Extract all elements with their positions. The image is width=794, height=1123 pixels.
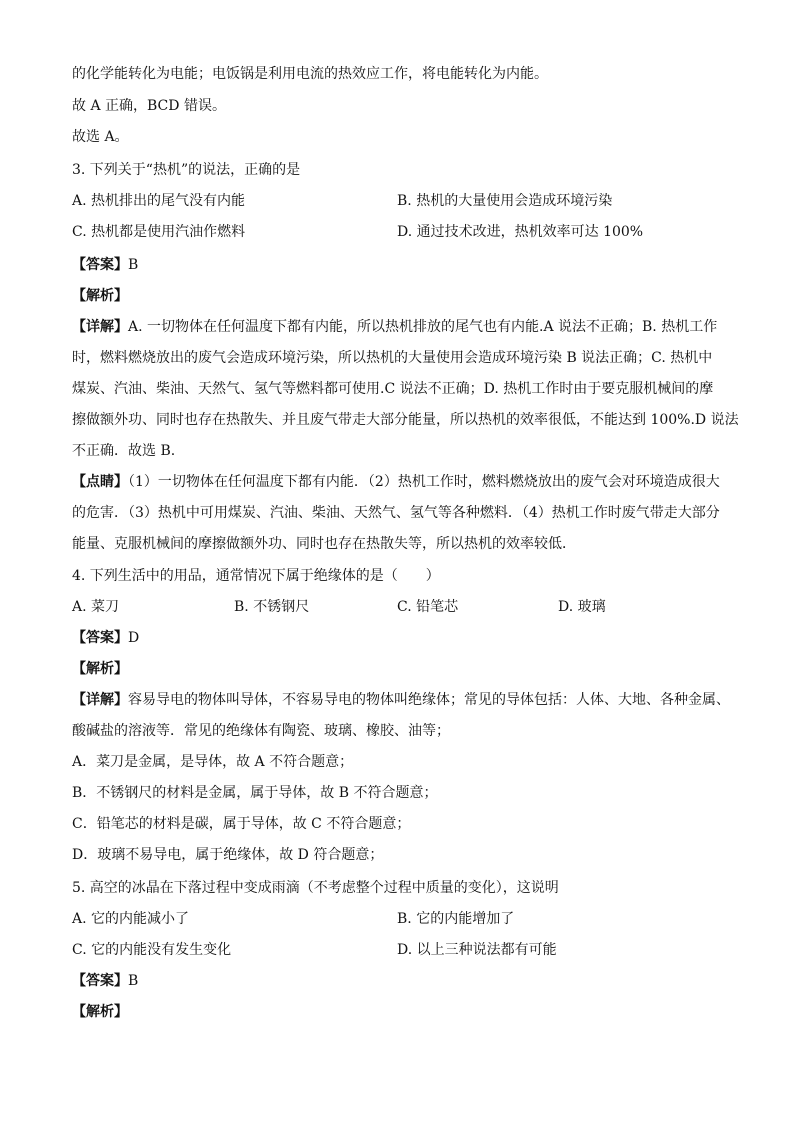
- text-line: 故选 A。: [72, 129, 129, 145]
- q4-item-line: A．菜刀是金属，是导体，故 A 不符合题意；: [72, 754, 354, 770]
- question-3-stem: 3. 下列关于“热机”的说法，正确的是: [72, 162, 301, 178]
- q4-option-c: C. 铅笔芯: [397, 599, 459, 615]
- q4-detail-line: 【详解】容易导电的物体叫导体，不容易导电的物体叫绝缘体；常见的导体包括：人体、大地、各种金属、: [72, 692, 730, 708]
- q3-comment-line: 的危害．（3）热机中可用煤炭、汽油、柴油、天然气、氢气等各种燃料．（4）热机工作时废气带走大部分: [72, 505, 720, 521]
- q3-answer: [72, 255, 138, 275]
- text-line: 故 A 正确，BCD 错误。: [72, 98, 226, 114]
- q3-option-b: B. 热机的大量使用会造成环境污染: [397, 193, 613, 209]
- q5-analysis-tag: 【解析】: [72, 1004, 128, 1020]
- q3-comment-line: 【点睛】（1）一切物体在任何温度下都有内能．（2）热机工作时，燃料燃烧放出的废气会对环境造成很大: [72, 474, 720, 490]
- q5-answer: [72, 971, 138, 991]
- question-5-stem: 5. 高空的冰晶在下落过程中变成雨滴（不考虑整个过程中质量的变化），这说明: [72, 880, 559, 896]
- answer-value: D: [128, 630, 140, 646]
- q3-option-c: C. 热机都是使用汽油作燃料: [72, 224, 246, 240]
- q3-detail-line: 时，燃料燃烧放出的废气会造成环境污染，所以热机的大量使用会造成环境污染 B 说法正确；C. 热机中: [72, 350, 713, 366]
- answer-tag: 【答案】: [72, 257, 128, 273]
- q5-option-c: C. 它的内能没有发生变化: [72, 942, 232, 958]
- q4-answer: [72, 628, 139, 648]
- q4-item-line: C．铅笔芯的材料是碳，属于导体，故 C 不符合题意；: [72, 816, 411, 832]
- q3-detail-line: 【详解】A. 一切物体在任何温度下都有内能，所以热机排放的尾气也有内能.A 说法不正确；B. 热机工作: [72, 319, 718, 335]
- q3-detail-line: 擦做额外功、同时也存在热散失、并且废气带走大部分能量，所以热机的效率很低，不能达到 100%.D 说法: [72, 412, 739, 428]
- q4-option-b: B. 不锈钢尺: [234, 599, 310, 615]
- q3-option-d: D. 通过技术改进，热机效率可达 100%: [397, 224, 644, 240]
- detail-tag: 【详解】: [72, 692, 128, 708]
- answer-tag: 【答案】: [72, 973, 128, 989]
- q3-analysis-tag: 【解析】: [72, 288, 128, 304]
- detail-tag: 【详解】: [72, 319, 128, 335]
- q4-item-line: D．玻璃不易导电，属于绝缘体，故 D 符合题意；: [72, 847, 384, 863]
- q3-detail-line: 煤炭、汽油、柴油、天然气、氢气等燃料都可使用.C 说法不正确；D. 热机工作时由于要克服机械间的摩: [72, 381, 714, 397]
- q3-comment-line: 能量、克服机械间的摩擦做额外功、同时也存在热散失等，所以热机的效率较低．: [72, 536, 576, 552]
- q4-item-line: B．不锈钢尺的材料是金属，属于导体，故 B 不符合题意；: [72, 785, 438, 801]
- q5-option-d: D. 以上三种说法都有可能: [397, 942, 557, 958]
- q4-option-d: D. 玻璃: [558, 599, 606, 615]
- q5-option-a: A. 它的内能减小了: [72, 911, 190, 927]
- question-4-stem: 4. 下列生活中的用品，通常情况下属于绝缘体的是（ ）: [72, 568, 440, 584]
- q4-analysis-tag: 【解析】: [72, 661, 128, 677]
- answer-value: B: [128, 257, 139, 273]
- q3-detail-line: 不正确．故选 B.: [72, 443, 176, 459]
- comment-tag: 【点睛】: [72, 474, 128, 490]
- answer-tag: 【答案】: [72, 630, 128, 646]
- answer-value: B: [128, 973, 139, 989]
- q4-option-a: A. 菜刀: [72, 599, 120, 615]
- q3-option-a: A. 热机排出的尾气没有内能: [72, 193, 246, 209]
- q4-detail-line: 酸碱盐的溶液等．常见的绝缘体有陶瓷、玻璃、橡胶、油等；: [72, 723, 450, 739]
- q5-option-b: B. 它的内能增加了: [397, 911, 515, 927]
- text-line: 的化学能转化为电能；电饭锅是利用电流的热效应工作，将电能转化为内能。: [72, 66, 548, 82]
